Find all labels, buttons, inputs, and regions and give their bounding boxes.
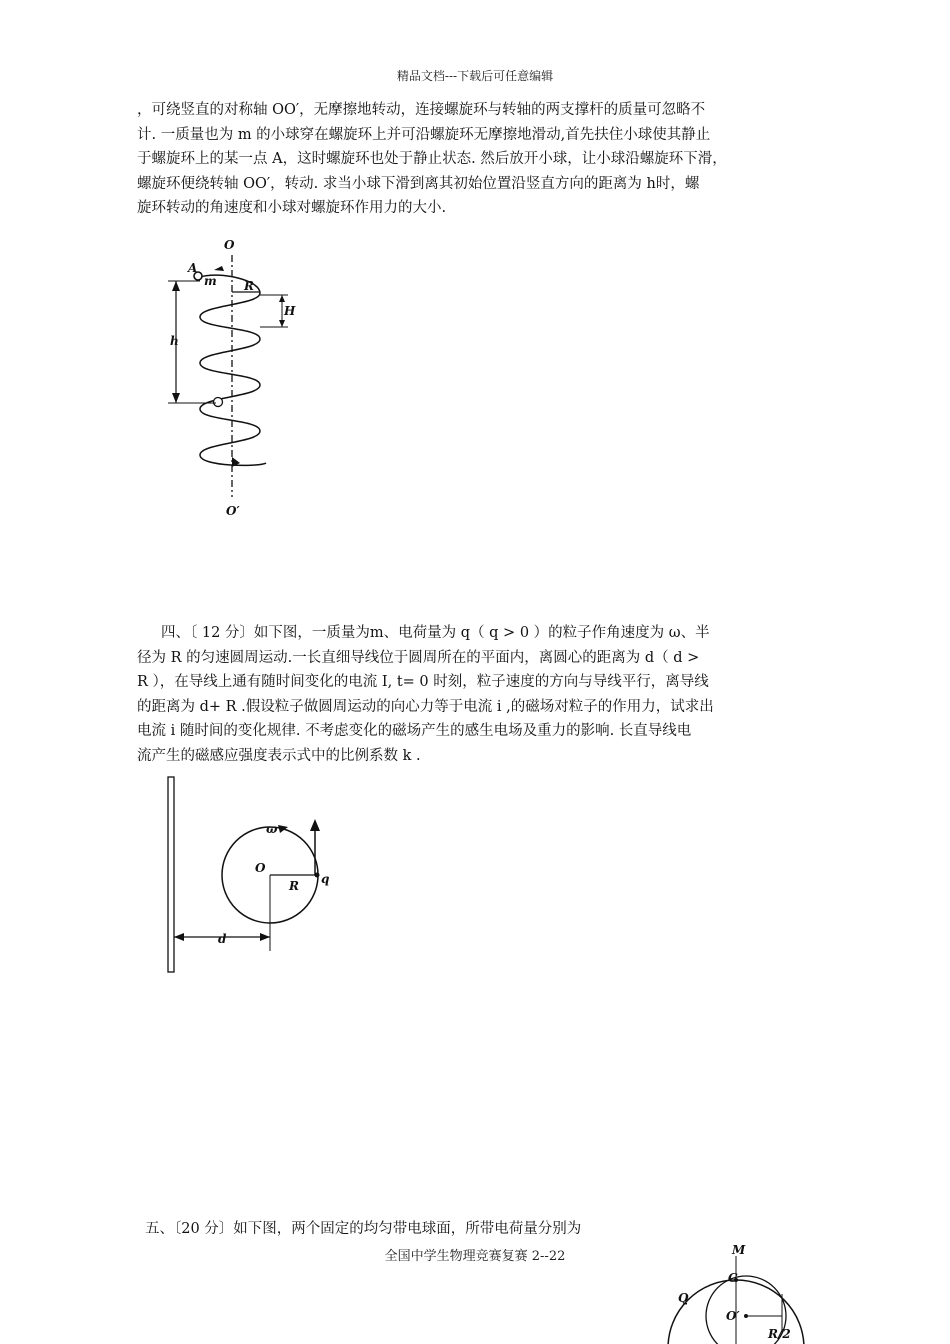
center-O-prime: [744, 1314, 748, 1318]
h-arrow-down: [172, 393, 180, 403]
spiral-figure: [160, 235, 310, 525]
text-line: 的距离为 d+ R .假设粒子做圆周运动的向心力等于电流 i ,的磁场对粒子的作用力，试求出: [137, 698, 714, 715]
problem-4-text: [137, 621, 817, 768]
text-line: ，可绕竖直的对称轴 OO′，无摩擦地转动，连接螺旋环与转轴的两支撑杆的质量可忽略不: [137, 102, 706, 118]
label-R-half: R/2: [768, 1327, 791, 1341]
label-Q: Q: [678, 1291, 689, 1305]
label-R: R: [244, 279, 254, 293]
H-arrow-up: [279, 295, 285, 302]
velocity-arrow-icon: [310, 819, 320, 831]
label-O: O: [224, 238, 235, 252]
text-line: 电流 i 随时间的变化规律. 不考虑变化的磁场产生的感生电场及重力的影响. 长直导线电: [137, 723, 692, 739]
text-line: 四、〔 12 分〕如下图，一质量为m、电荷量为 q（ q > 0 ）的粒子作角速度为 ω、半: [161, 625, 710, 641]
spheres-figure: [670, 1240, 800, 1344]
label-h: h: [170, 334, 179, 348]
h-arrow-up: [172, 281, 180, 291]
text-line: 五、〔20 分〕如下图，两个固定的均匀带电球面，所带电荷量分别为: [145, 1221, 582, 1237]
label-O-prime: O′: [726, 1309, 740, 1323]
text-line: 旋环转动的角速度和小球对螺旋环作用力的大小.: [137, 200, 447, 216]
wire-circle-figure: [160, 775, 350, 980]
page-footer: 全国中学生物理竞赛复赛 2--22: [384, 1249, 566, 1264]
long-wire: [168, 777, 174, 972]
H-arrow-down: [279, 320, 285, 327]
ball-end: [214, 398, 223, 407]
label-A: A: [188, 261, 198, 275]
label-O: O: [255, 861, 266, 875]
text-line: 径为 R 的匀速圆周运动.一长直细导线位于圆周所在的平面内，离圆心的距离为 d（ d >: [137, 649, 700, 666]
text-line: 于螺旋环上的某一点 A，这时螺旋环也处于静止状态. 然后放开小球，让小球沿螺旋环下滑，: [137, 151, 727, 167]
problem-5-text: [145, 1217, 705, 1242]
label-m: m: [204, 274, 217, 288]
omega-arrow-icon: [278, 825, 288, 833]
label-R: R: [289, 879, 299, 893]
label-H: H: [284, 304, 296, 318]
label-d: d: [218, 932, 227, 946]
rotation-arrow-icon: [214, 266, 224, 271]
label-q: q: [321, 872, 330, 886]
d-arrow-right: [260, 933, 270, 941]
d-arrow-left: [174, 933, 184, 941]
text-line: 计. 一质量也为 m 的小球穿在螺旋环上并可沿螺旋环无摩擦地滑动,首先扶住小球使其静止: [137, 126, 711, 143]
label-C: C: [728, 1271, 738, 1285]
text-line: R ），在导线上通有随时间变化的电流 I, t= 0 时刻，粒子速度的方向与导线平行，离导线: [137, 674, 709, 690]
problem-3-text: [137, 98, 817, 221]
text-line: 螺旋环便绕转轴 OO′，转动. 求当小球下滑到离其初始位置沿竖直方向的距离为 h时，螺: [137, 175, 700, 192]
helix-coil: [200, 275, 266, 465]
label-omega: ω: [266, 822, 278, 836]
text-line: 流产生的磁感应强度表示式中的比例系数 k .: [137, 747, 421, 764]
page-header: 精品文档---下载后可任意编辑: [396, 69, 554, 83]
label-M: M: [732, 1243, 746, 1257]
label-O-prime: O′: [226, 504, 240, 518]
